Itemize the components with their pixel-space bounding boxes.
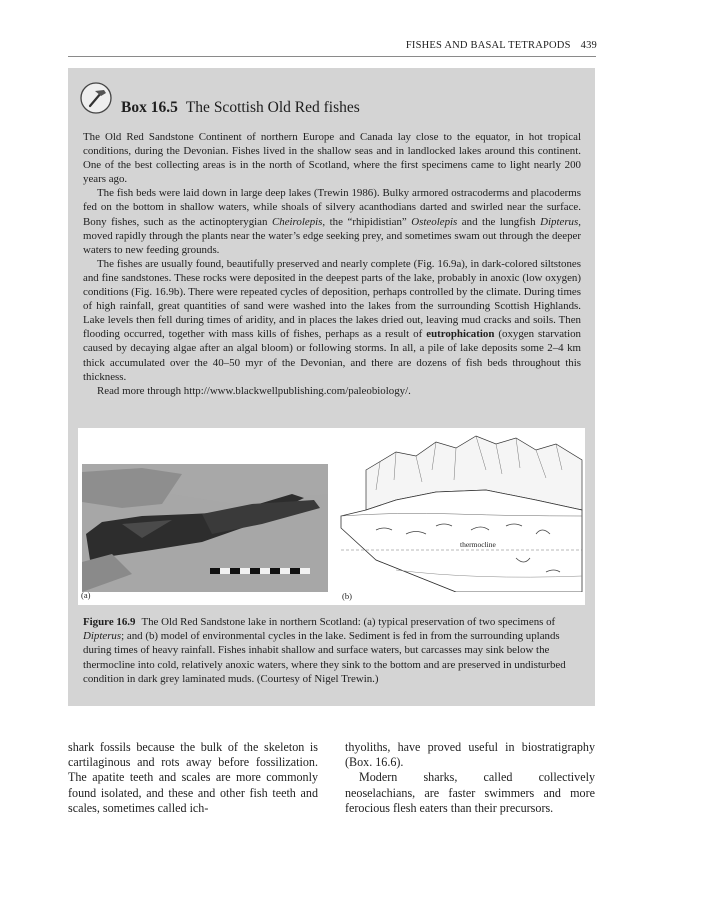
body-column-right (345, 740, 595, 816)
running-head (406, 40, 597, 51)
panel-b-label: (b) (342, 591, 352, 601)
thermocline-label: thermocline (460, 540, 496, 549)
box-heading (121, 99, 360, 117)
box-body (83, 130, 581, 398)
lake-model-diagram (336, 430, 584, 592)
figure-panel (78, 428, 585, 605)
box-paragraph: The fishes are usually found, beautifully preserved and nearly complete (Fig. 16.9a), in dark-colored siltstones and fine sandstones. These rocks were deposited in the deepest parts of the lake, probably in anoxic (low oxygen) conditions (Fig. 16.9b). There were repeated cycles of deposition, perhaps controlled by the climate. During times of high rainfall, great quantities of sand were washed into the lakes from the surrounding Scottish Highlands. Lake levels then fell during times of aridity, and in places the lakes dried out, leaving mud cracks and soils. Then flooding occurred, together with mass kills of fishes, perhaps as a result of eutrophication (oxygen starvation caused by decaying algae after an algal bloom) or following storms. In all, a pile of lake deposits some 2–4 km thick accumulated over the 40–50 myr of the Devonian, and there are dozens of fish beds throughout this thickness. (83, 257, 582, 383)
body-paragraph: shark fossils because the bulk of the skeleton is cartilaginous and rots away before fossilization. The apatite teeth and scales are more commonly found isolated, and these and other fish teeth and scales, sometimes called ich- (68, 740, 318, 815)
body-paragraph: thyoliths, have proved useful in biostratigraphy (Box. 16.6). (345, 740, 595, 770)
panel-a-label: (a) (81, 590, 91, 600)
box-paragraph: The Old Red Sandstone Continent of northern Europe and Canada lay close to the equator, in hot tropical conditions, during the Devonian. Fishes lived in the shallow seas and in landlocked lakes around this continent. One of the best collecting areas is in the north of Scotland, where the first specimens came to light nearly 200 years ago. (83, 131, 581, 186)
figure-caption: Figure 16.9 The Old Red Sandstone lake in northern Scotland: (a) typical preservation of two specimens of Dipterus; and (b) model of environmental cycles in the lake. Sediment is fed in from the surrounding uplands during times of heavy rainfall. Fishes inhabit shallow and surface waters, but carcasses may sink below the thermocline into cold, relatively anoxic waters, where they sink to the bottom and are preserved in undisturbed condition in dark grey laminated muds. (Courtesy of Nigel Trewin.) (83, 616, 566, 685)
body-paragraph: Modern sharks, called collectively neoselachians, are faster swimmers and more ferocious flesh eaters than their precursors. (345, 770, 595, 815)
info-box (68, 68, 595, 706)
body-column-left (68, 740, 318, 816)
box-paragraph-link: Read more through http://www.blackwellpublishing.com/paleobiology/. (97, 384, 411, 397)
header-rule (68, 56, 596, 57)
running-title: FISHES AND BASAL TETRAPODS (405, 40, 571, 51)
keyword-eutrophication: eutrophication (426, 328, 495, 341)
scale-bar (210, 568, 310, 574)
page-number: 439 (580, 40, 597, 51)
caption-label: Figure 16.9 (83, 616, 136, 628)
box-label: Box 16.5 (121, 99, 178, 116)
hammer-icon (80, 82, 112, 114)
fossil-photo (82, 464, 328, 592)
box-title: The Scottish Old Red fishes (185, 99, 360, 116)
box-paragraph: The fish beds were laid down in large deep lakes (Trewin 1986). Bulky armored ostracoderms and placoderms fed on the bottom in shallow waters, while shoals of silvery acanthodians darted and swirled near the surface. Bony fishes, such as the actinopterygian Cheirolepis, the “rhipidistian” Osteolepis and the lungfish Dipterus, moved rapidly through the plants near the water’s edge seeking prey, and sometimes swam out through the deeper waters to new feeding grounds. (83, 187, 581, 256)
